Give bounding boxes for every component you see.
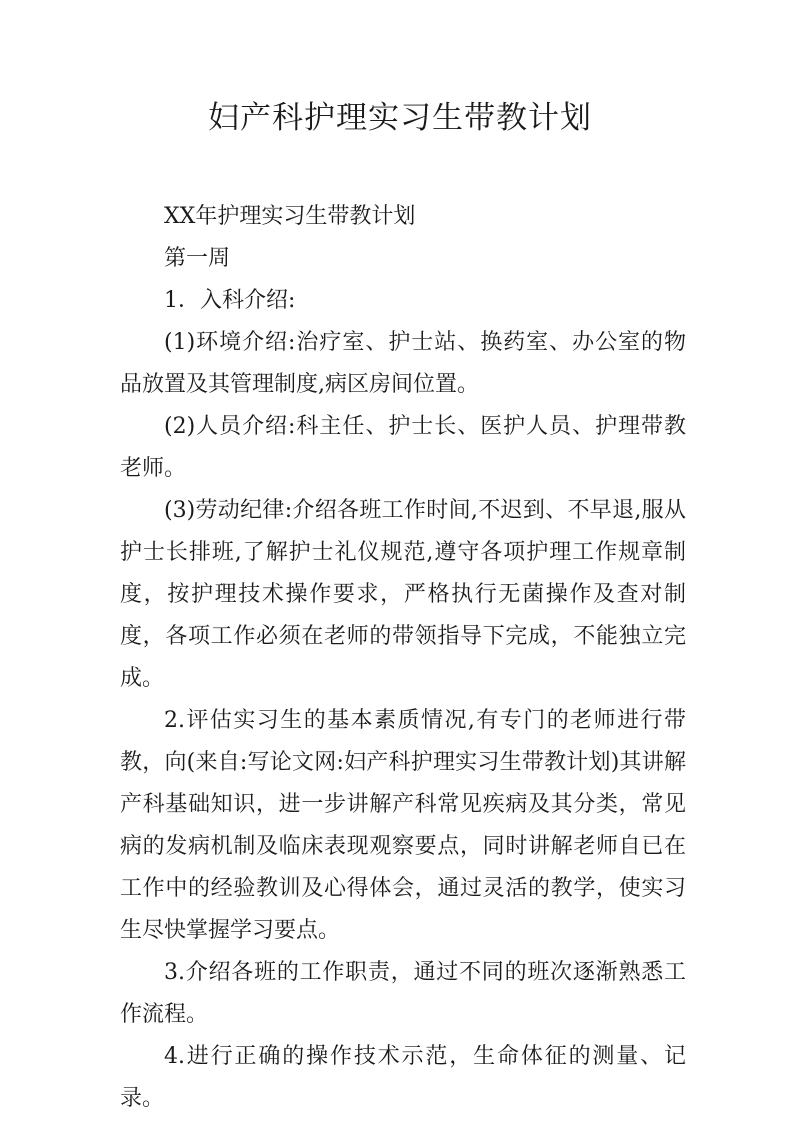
item-personnel: (2)人员介绍:科主任、护士长、医护人员、护理带教老师。 <box>120 414 686 481</box>
item-environment: (1)环境介绍:治疗室、护士站、换药室、办公室的物品放置及其管理制度,病区房间位置。 <box>120 330 686 397</box>
week-heading: 第一周 <box>164 246 231 271</box>
section-orientation: 1．入科介绍: <box>164 288 296 313</box>
document-body <box>120 196 686 1120</box>
plan-heading: XX年护理实习生带教计划 <box>164 204 416 229</box>
section-duties: 3.介绍各班的工作职责，通过不同的班次逐渐熟悉工作流程。 <box>120 960 686 1027</box>
document-title: 妇产科护理实习生带教计划 <box>208 100 592 136</box>
section-assessment: 2.评估实习生的基本素质情况,有专门的老师进行带教，向(来自:写论文网:妇产科护理实习生带教计划)其讲解产科基础知识，进一步讲解产科常见疾病及其分类，常见病的发病机制及临床表现观察要点，同时讲解老师自已在工作中的经验教训及心得体会，通过灵活的教学，使实习生尽快掌握学习要点。 <box>120 708 686 943</box>
item-discipline: (3)劳动纪律:介绍各班工作时间,不迟到、不早退,服从护士长排班,了解护士礼仪规范,遵守各项护理工作规章制度，按护理技术操作要求，严格执行无菌操作及查对制度，各项工作必须在老师的带领指导下完成，不能独立完成。 <box>120 498 686 691</box>
section-demonstration: 4.进行正确的操作技术示范，生命体征的测量、记录。 <box>120 1044 686 1111</box>
